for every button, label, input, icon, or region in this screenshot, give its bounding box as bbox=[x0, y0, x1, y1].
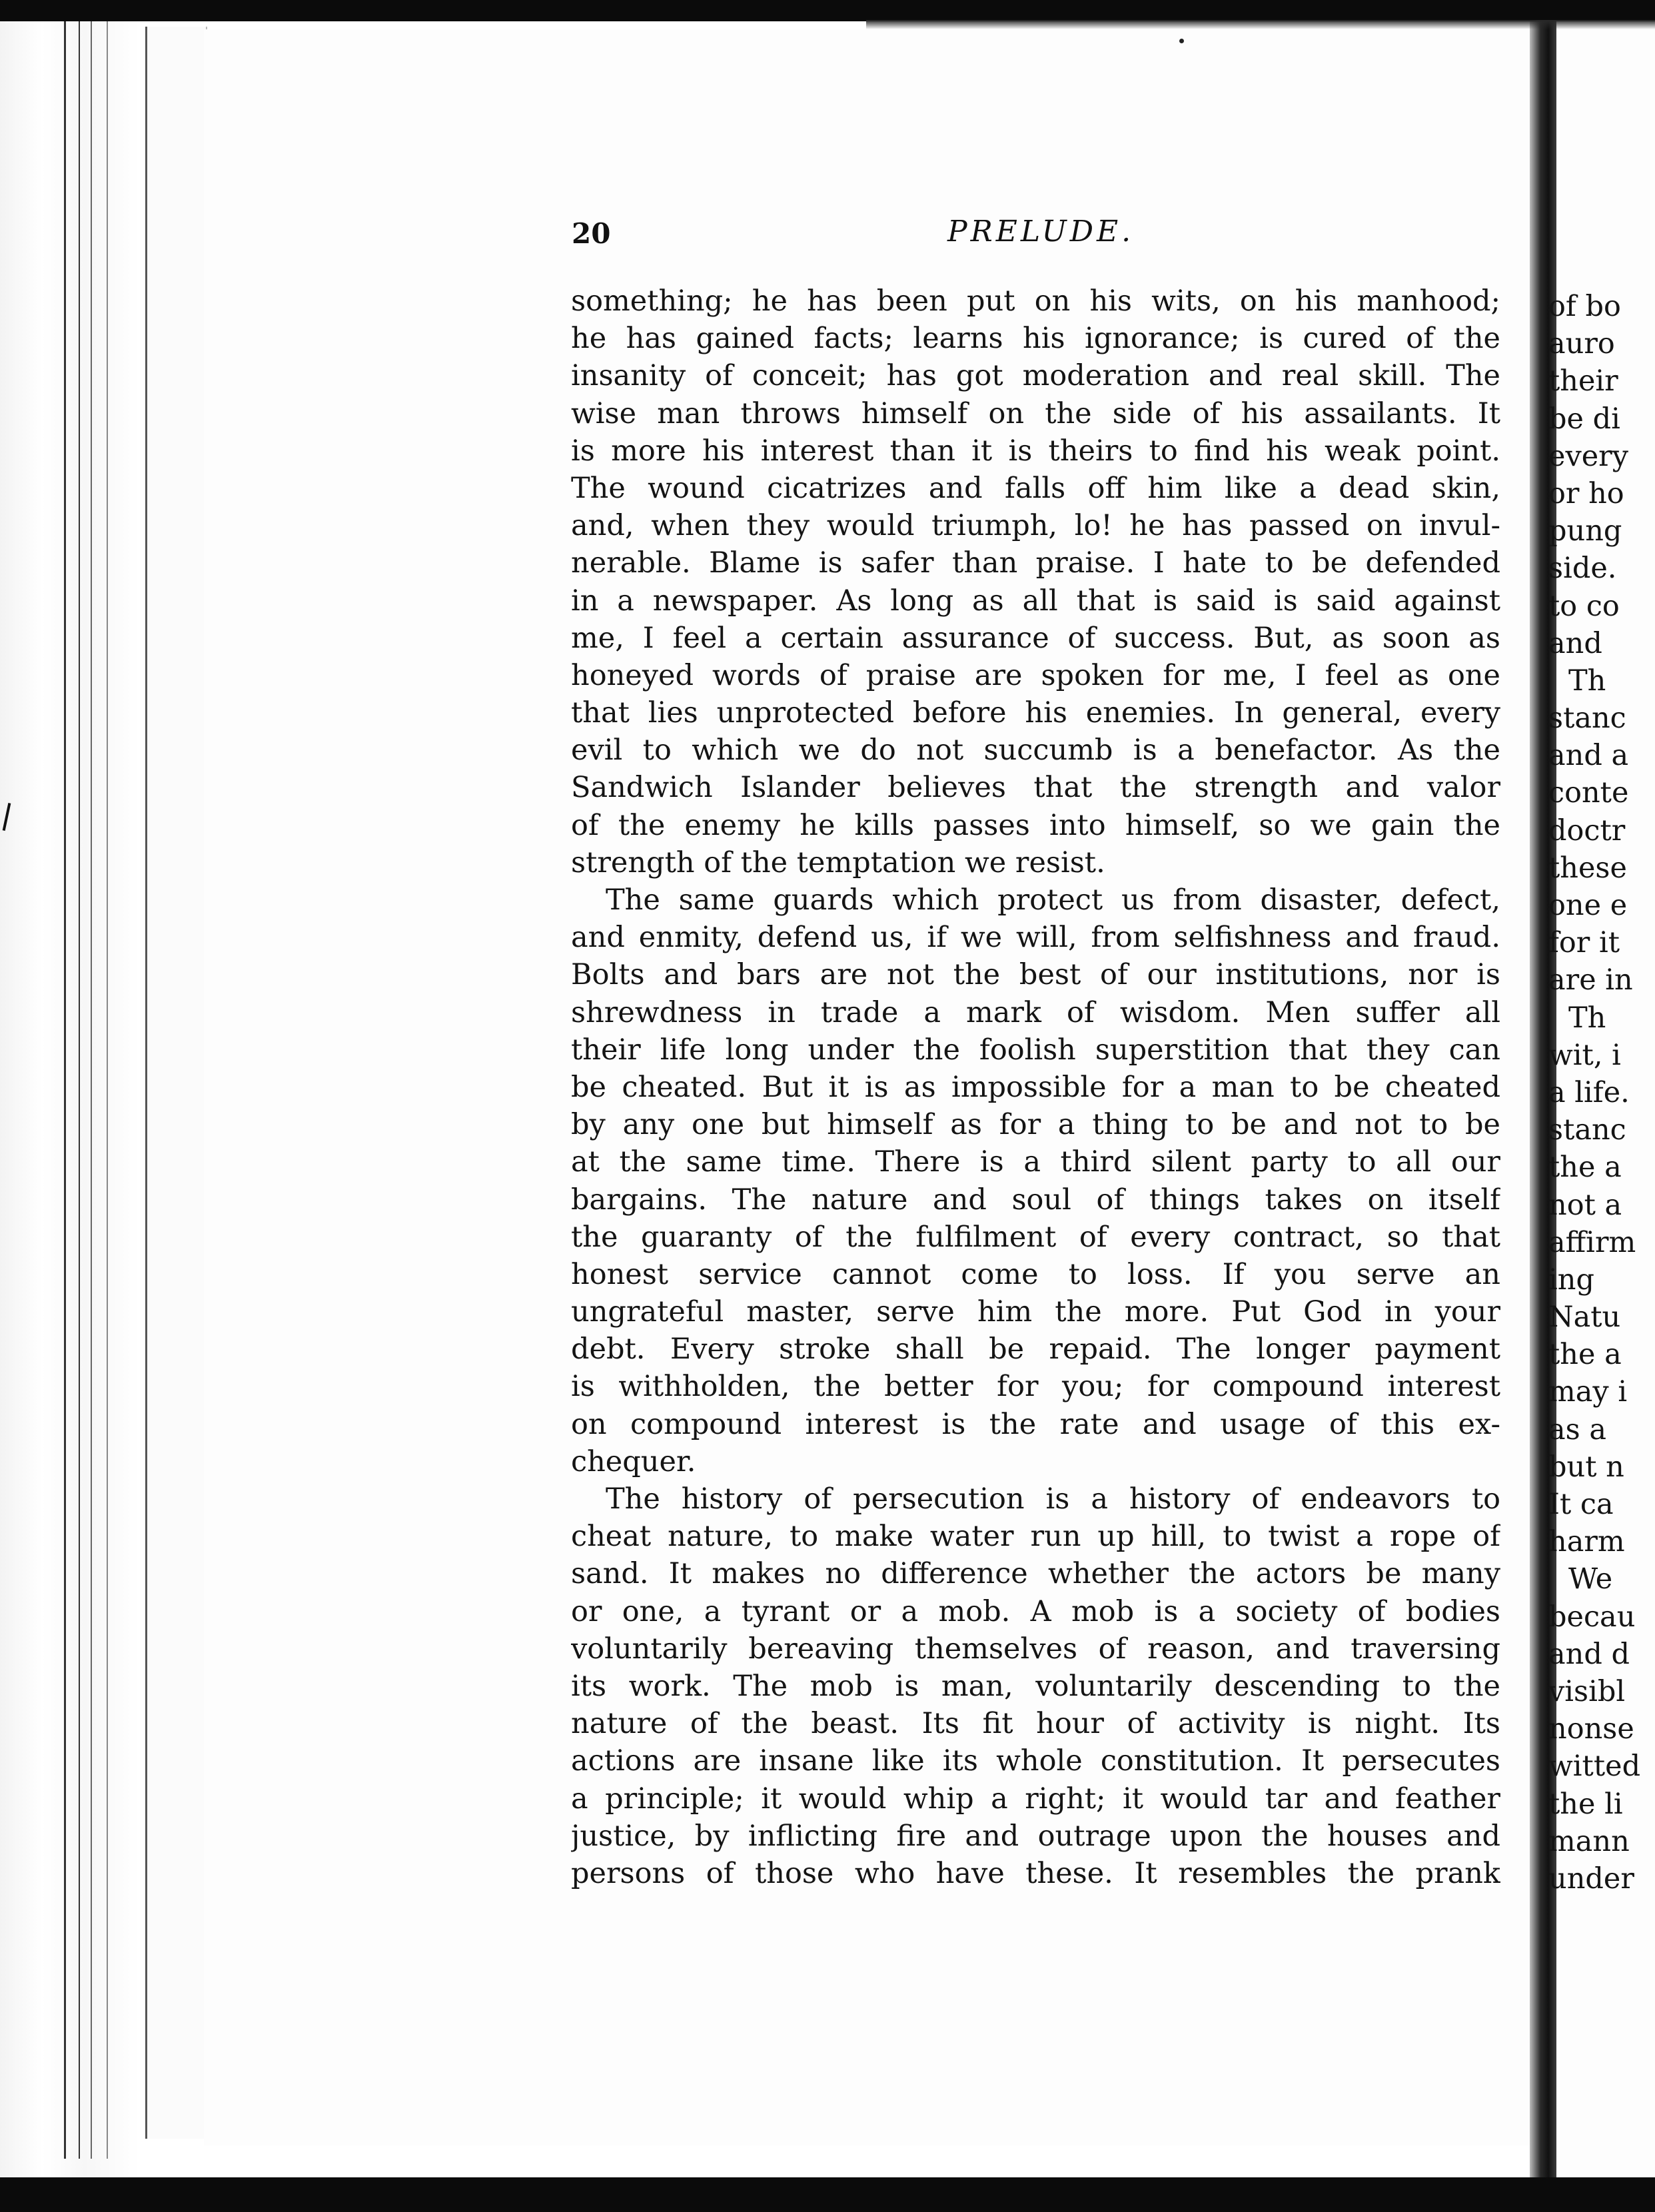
text-line: is withholden, the better for you; for compound interest bbox=[571, 1370, 1500, 1404]
facing-text-line: side. bbox=[1548, 552, 1617, 586]
page-stack-edge bbox=[0, 0, 140, 2177]
facing-text-line: auro bbox=[1548, 327, 1615, 361]
facing-text-line: one e bbox=[1548, 889, 1628, 922]
facing-text-line: of bo bbox=[1548, 290, 1621, 323]
facing-text-line: and d bbox=[1548, 1637, 1630, 1671]
text-line: be cheated. But it is as impossible for a man to be cheated bbox=[571, 1070, 1500, 1104]
facing-text-line: conte bbox=[1548, 776, 1629, 810]
facing-text-line: harm bbox=[1548, 1525, 1625, 1559]
facing-text-line: witted bbox=[1548, 1750, 1641, 1784]
text-line: by any one but himself as for a thing to be and not to be bbox=[571, 1108, 1500, 1142]
facing-text-line: mann bbox=[1548, 1824, 1630, 1858]
facing-text-line: pung bbox=[1548, 514, 1622, 548]
text-line: a principle; it would whip a right; it would tar and feather bbox=[571, 1782, 1500, 1816]
page-edge-line bbox=[91, 0, 92, 2159]
text-line: is more his interest than it is theirs to find his weak point. bbox=[571, 434, 1500, 468]
text-line: me, I feel a certain assurance of success. But, as soon as bbox=[571, 621, 1500, 655]
text-line: on compound interest is the rate and usage of this ex- bbox=[571, 1407, 1500, 1441]
body-text bbox=[571, 282, 1500, 1892]
facing-text-line: It ca bbox=[1548, 1488, 1614, 1521]
facing-text-line: stanc bbox=[1548, 1113, 1626, 1147]
facing-text-line: to co bbox=[1548, 589, 1620, 623]
facing-text-line: doctr bbox=[1548, 814, 1626, 847]
facing-text-line: but n bbox=[1548, 1450, 1624, 1484]
text-line: wise man throws himself on the side of his assailants. It bbox=[571, 396, 1500, 430]
facing-text-line: We bbox=[1568, 1562, 1613, 1596]
facing-text-line: and a bbox=[1548, 739, 1629, 773]
text-line: that lies unprotected before his enemies. In general, every bbox=[571, 696, 1500, 730]
text-line: justice, by inflicting fire and outrage upon the houses and bbox=[571, 1819, 1500, 1853]
facing-text-line: affirm bbox=[1548, 1225, 1636, 1259]
text-line: nerable. Blame is safer than praise. I hate to be defended bbox=[571, 546, 1500, 580]
facing-text-line: the a bbox=[1548, 1338, 1622, 1372]
text-line: something; he has been put on his wits, on his manhood; bbox=[571, 284, 1500, 318]
facing-text-line: under bbox=[1548, 1862, 1634, 1896]
text-line: debt. Every stroke shall be repaid. The longer payment bbox=[571, 1333, 1500, 1367]
facing-text-line: Th bbox=[1568, 664, 1606, 698]
facing-text-line: stanc bbox=[1548, 702, 1626, 736]
facing-text-line: are in bbox=[1548, 963, 1633, 997]
facing-text-line: visibl bbox=[1548, 1674, 1626, 1708]
text-line: and, when they would triumph, lo! he has passed on invul- bbox=[571, 509, 1500, 543]
text-line: voluntarily bereaving themselves of reason, and traversing bbox=[571, 1632, 1500, 1666]
text-line: evil to which we do not succumb is a benefactor. As the bbox=[571, 734, 1500, 768]
facing-text-line: their bbox=[1548, 364, 1618, 398]
text-line: its work. The mob is man, voluntarily descending to the bbox=[571, 1669, 1500, 1703]
facing-text-line: be di bbox=[1548, 402, 1620, 436]
facing-text-line: and bbox=[1548, 626, 1602, 660]
facing-text-line: these bbox=[1548, 851, 1627, 885]
text-line: ungrateful master, serve him the more. Put God in your bbox=[571, 1295, 1500, 1329]
page-number: 20 bbox=[572, 217, 611, 250]
text-line: chequer. bbox=[571, 1444, 696, 1478]
facing-text-line: wit, i bbox=[1548, 1038, 1621, 1072]
text-line: shrewdness in trade a mark of wisdom. Men suffer all bbox=[571, 995, 1500, 1029]
text-line: Bolts and bars are not the best of our institutions, nor is bbox=[571, 958, 1500, 992]
text-line: the guaranty of the fulfilment of every contract, so that bbox=[571, 1220, 1500, 1254]
facing-text-line: Th bbox=[1568, 1001, 1606, 1035]
text-line: in a newspaper. As long as all that is said is said against bbox=[571, 584, 1500, 618]
text-line: strength of the temptation we resist. bbox=[571, 845, 1105, 879]
text-line: honest service cannot come to loss. If you serve an bbox=[571, 1257, 1500, 1291]
page-edge-line bbox=[107, 0, 108, 2159]
facing-text-line: a life. bbox=[1548, 1075, 1630, 1109]
facing-text-line: the li bbox=[1548, 1787, 1623, 1821]
facing-text-line: every bbox=[1548, 439, 1629, 473]
facing-text-line: becau bbox=[1548, 1600, 1636, 1634]
facing-page-text bbox=[1548, 288, 1655, 1898]
facing-text-line: nonse bbox=[1548, 1712, 1634, 1746]
page-inner-edge bbox=[145, 27, 207, 2139]
text-line: or one, a tyrant or a mob. A mob is a society of bodies bbox=[571, 1594, 1500, 1628]
text-line: The history of persecution is a history of endeavors to bbox=[606, 1482, 1500, 1516]
facing-text-line: the a bbox=[1548, 1151, 1622, 1185]
text-line: bargains. The nature and soul of things takes on itself bbox=[571, 1183, 1500, 1217]
scan-border-top bbox=[0, 0, 1655, 21]
text-line: cheat nature, to make water run up hill, to twist a rope of bbox=[571, 1520, 1500, 1554]
text-line: he has gained facts; learns his ignorance; is cured of the bbox=[571, 322, 1500, 356]
facing-text-line: as a bbox=[1548, 1412, 1607, 1446]
page-edge-line bbox=[79, 0, 80, 2159]
page-edge-line bbox=[64, 0, 66, 2159]
text-line: at the same time. There is a third silent party to all our bbox=[571, 1145, 1500, 1179]
text-line: The wound cicatrizes and falls off him like a dead skin, bbox=[571, 471, 1500, 505]
text-line: nature of the beast. Its fit hour of activity is night. Its bbox=[571, 1707, 1500, 1741]
facing-text-line: for it bbox=[1548, 926, 1620, 960]
text-line: and enmity, defend us, if we will, from selfishness and fraud. bbox=[571, 921, 1500, 955]
stray-ink-dot bbox=[1179, 39, 1184, 43]
running-title: PRELUDE. bbox=[947, 215, 1135, 249]
text-line: sand. It makes no difference whether the actors be many bbox=[571, 1557, 1500, 1591]
running-head bbox=[572, 215, 1504, 255]
text-line: persons of those who have these. It resembles the prank bbox=[571, 1856, 1500, 1890]
scan-shadow-top bbox=[866, 20, 1655, 29]
text-line: actions are insane like its whole constitution. It persecutes bbox=[571, 1744, 1500, 1778]
facing-text-line: or ho bbox=[1548, 476, 1624, 510]
text-line: insanity of conceit; has got moderation and real skill. The bbox=[571, 359, 1500, 393]
facing-text-line: ing bbox=[1548, 1263, 1594, 1297]
facing-text-line: not a bbox=[1548, 1188, 1622, 1222]
text-line: The same guards which protect us from disaster, defect, bbox=[606, 883, 1500, 917]
facing-text-line: Natu bbox=[1548, 1301, 1621, 1335]
text-line: of the enemy he kills passes into himself, so we gain the bbox=[571, 808, 1500, 842]
facing-text-line: may i bbox=[1548, 1375, 1628, 1409]
text-line: Sandwich Islander believes that the strength and valor bbox=[571, 771, 1500, 805]
text-line: honeyed words of praise are spoken for me, I feel as one bbox=[571, 658, 1500, 692]
scan-border-bottom bbox=[0, 2177, 1655, 2212]
text-line: their life long under the foolish superstition that they can bbox=[571, 1033, 1500, 1067]
